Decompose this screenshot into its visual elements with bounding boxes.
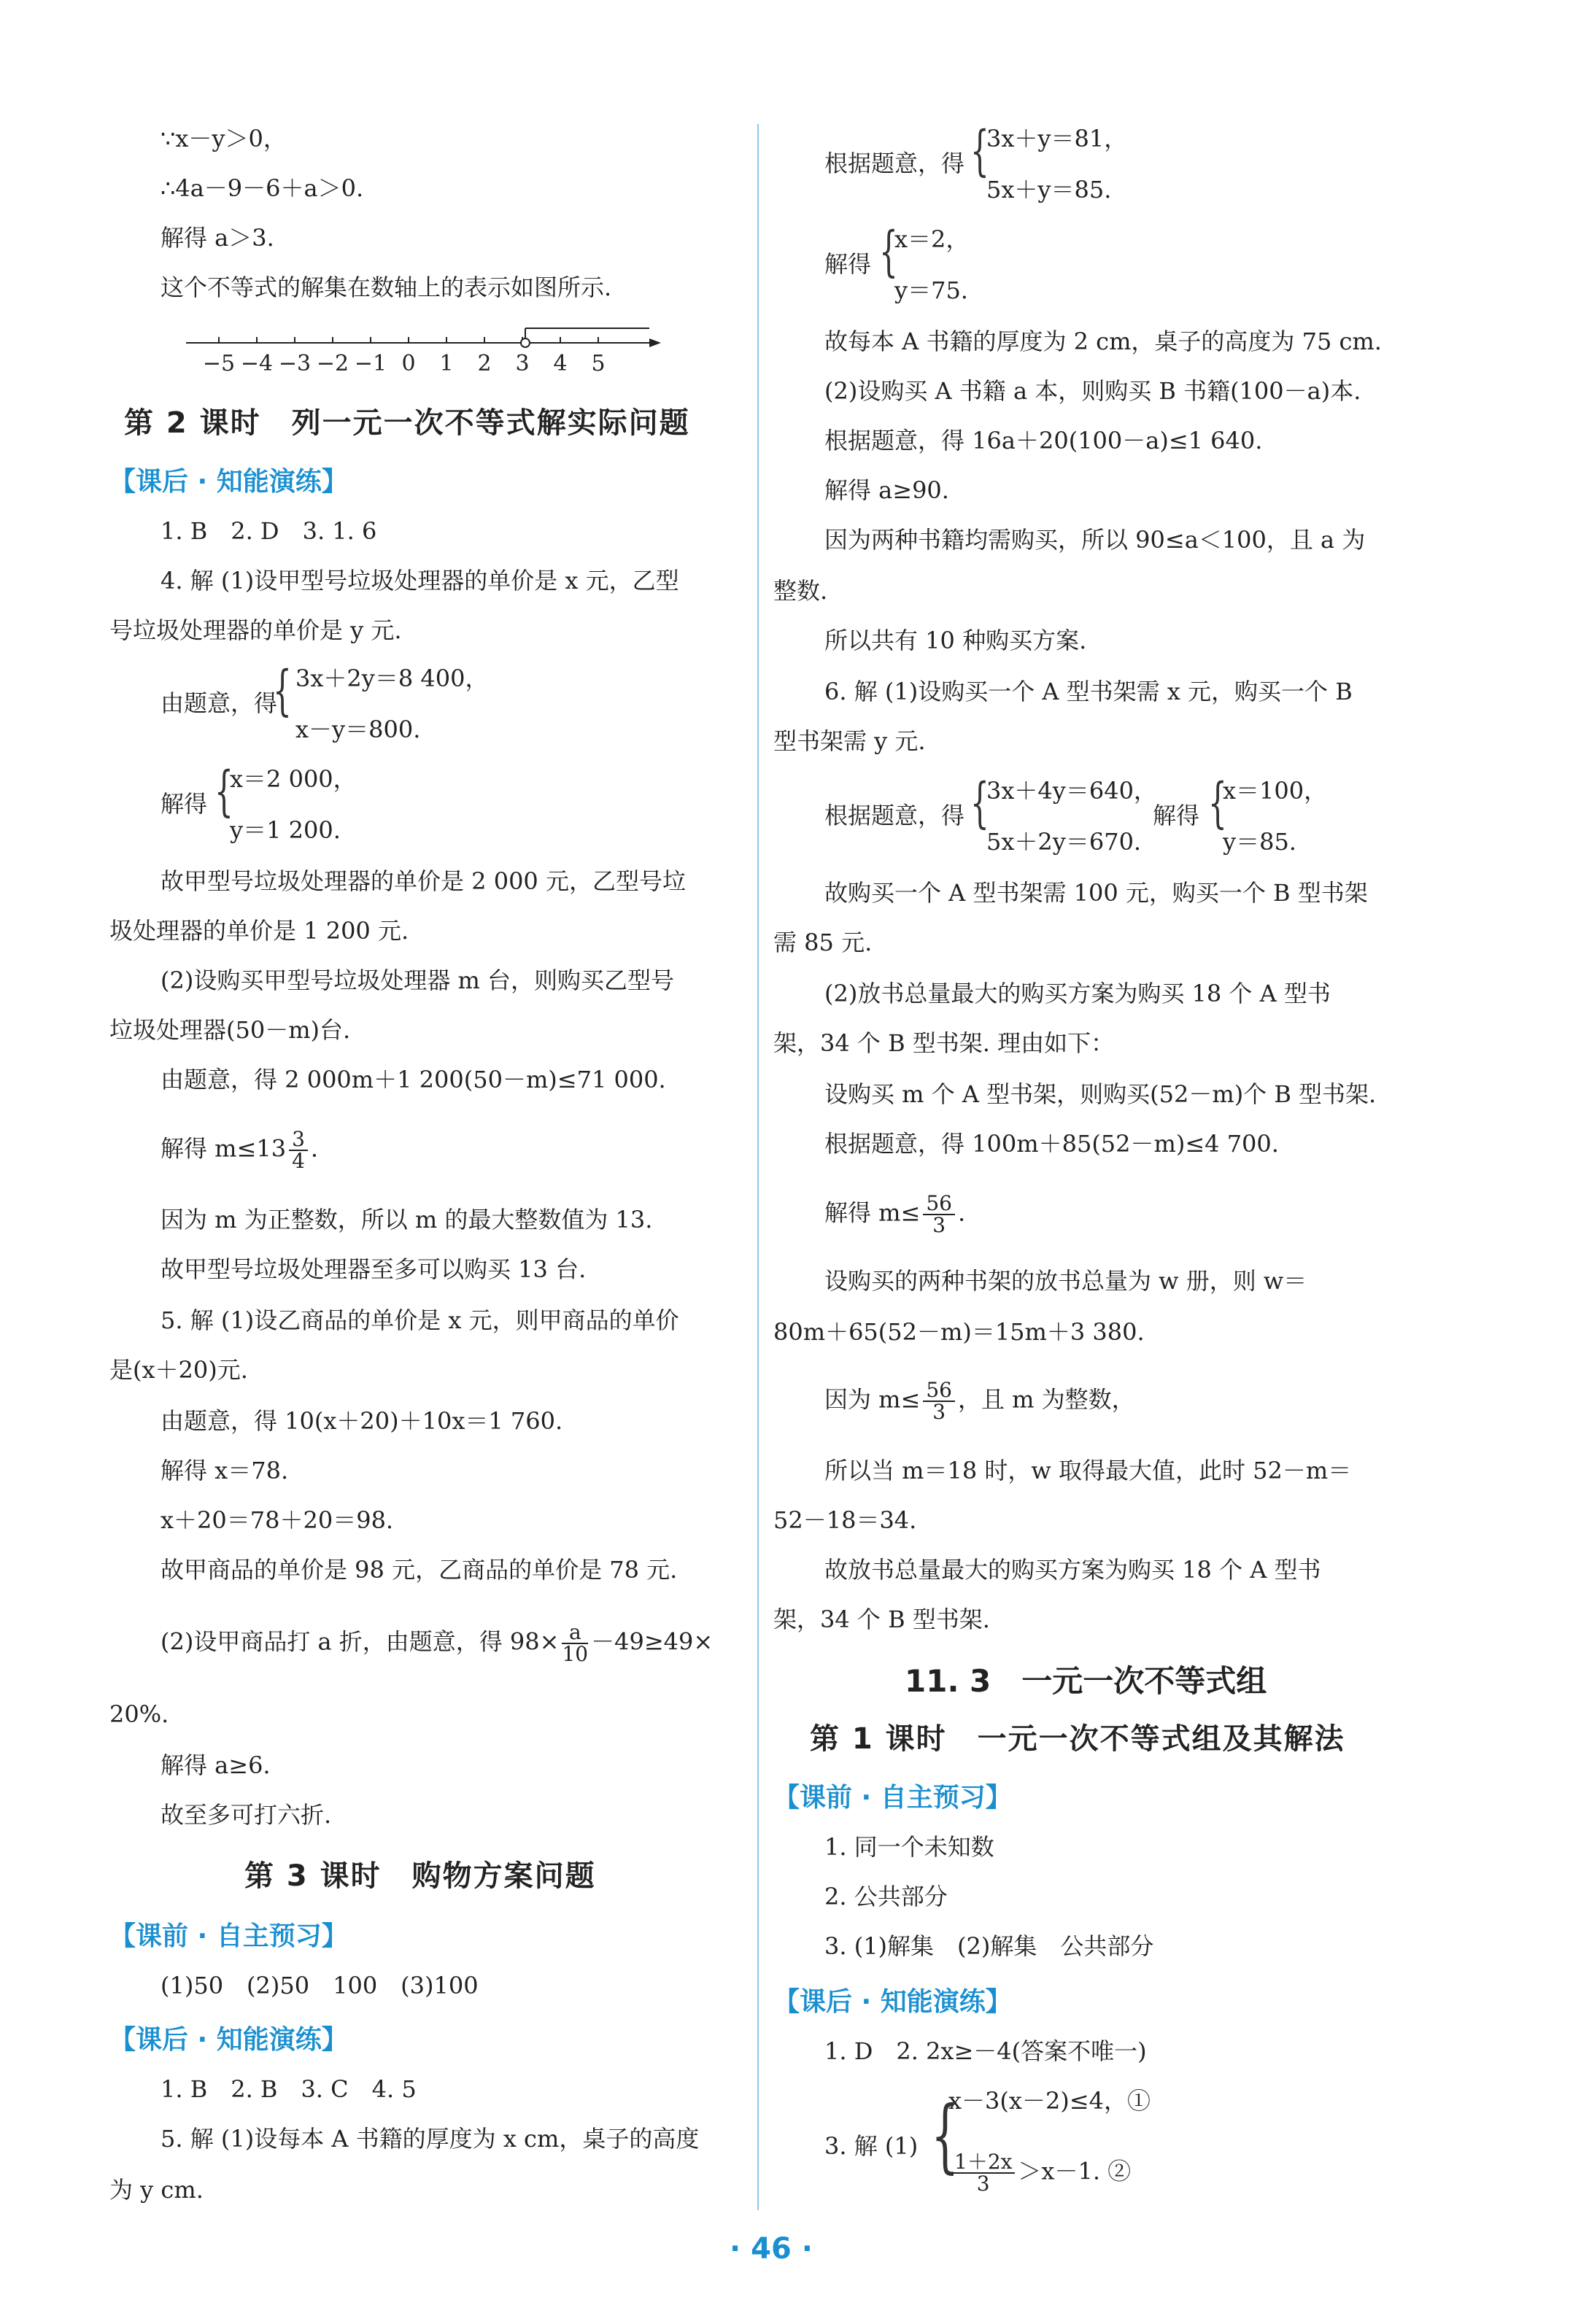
equation: 3x＋y＝81， (986, 125, 1128, 152)
text-line: 为 y cm. (109, 2176, 204, 2204)
numberline-label: 0 (401, 351, 416, 376)
text-fragment: . (310, 1134, 319, 1163)
numberline-label: 4 (553, 351, 568, 376)
text-line: 5. 解 (1)设每本 A 书籍的厚度为 x cm，桌子的高度 (161, 2125, 700, 2153)
text-line: (2)放书总量最大的购买方案为购买 18 个 A 型书 (824, 980, 1331, 1007)
text-fragment: . (957, 1198, 966, 1227)
lesson-heading: 第 3 课时 购物方案问题 (244, 1859, 596, 1893)
text-line: 架，34 个 B 型书架. 理由如下： (773, 1029, 1115, 1057)
text-line (824, 1380, 1135, 1422)
fraction (923, 1193, 955, 1236)
text-line: 设购买的两种书架的放书总量为 w 册，则 w＝ (824, 1267, 1307, 1295)
text-line: 52－18＝34. (773, 1506, 917, 1534)
answer-line: 1. B 2. D 3. 1. 6 (161, 517, 377, 545)
number-line (182, 321, 664, 387)
text-line: 设购买 m 个 A 型书架，则购买(52－m)个 B 型书架. (824, 1080, 1377, 1108)
text-line: (2)设购买 A 书籍 a 本，则购买 B 书籍(100－a)本. (824, 377, 1361, 405)
text-line: 80m＋65(52－m)＝15m＋3 380. (773, 1318, 1145, 1346)
text-line: 解得 x＝78. (161, 1457, 289, 1484)
text-line: 解得 a＞3. (161, 224, 274, 252)
text-line: 架，34 个 B 型书架. (773, 1606, 990, 1633)
text-line: 垃圾处理器(50－m)台. (109, 1016, 351, 1044)
section-tag: 【课后 · 知能演练】 (773, 1987, 1012, 2017)
numberline-label: 3 (515, 351, 530, 376)
text-line: 解得 a≥6. (161, 1751, 271, 1779)
denominator: 10 (562, 1642, 589, 1666)
text-fragment: －49≥49× (591, 1627, 714, 1656)
text-fragment: (2)设甲商品打 a 折，由题意，得 98× (161, 1627, 560, 1656)
fraction (562, 1622, 588, 1665)
numberline-label: −5 (202, 351, 236, 376)
brace-glyph: { (214, 760, 233, 823)
equation: x－3(x－2)≤4，① (948, 2087, 1151, 2115)
equation: 5x＋2y＝670. (986, 828, 1142, 856)
text-line: 所以共有 10 种购买方案. (824, 627, 1087, 654)
brace-glyph: { (970, 772, 989, 834)
text-line: x＋20＝78＋20＝98. (161, 1506, 394, 1534)
text-fragment: 解得 m≤ (824, 1198, 921, 1227)
answer-line: 1. D 2. 2x≥－4(答案不唯一) (824, 2037, 1147, 2065)
equation: 5x＋y＝85. (986, 176, 1112, 204)
brace-glyph: { (931, 2088, 959, 2182)
section-tag: 【课前 · 自主预习】 (773, 1783, 1012, 1813)
lesson-heading: 第 2 课时 列一元一次不等式解实际问题 (124, 406, 690, 440)
text-line: 6. 解 (1)设购买一个 A 型书架需 x 元，购买一个 B (824, 678, 1353, 705)
text-line: 是(x＋20)元. (109, 1356, 248, 1384)
numerator: 3 (289, 1129, 308, 1151)
numberline-label: 1 (439, 351, 454, 376)
text-fragment: 解得 m≤13 (161, 1134, 287, 1163)
text-line: 20%. (109, 1700, 169, 1728)
equation-system-label: 根据题意，得 (824, 802, 965, 829)
numberline-label: 2 (477, 351, 492, 376)
equation: y＝75. (894, 276, 968, 304)
text-line: 因为 m 为正整数，所以 m 的最大整数值为 13. (161, 1206, 653, 1233)
equation-system-label: 由题意，得 (161, 689, 278, 717)
numberline-label: −2 (316, 351, 349, 376)
text-line: 故甲型号垃圾处理器的单价是 2 000 元，乙型号垃 (161, 867, 686, 895)
text-fragment: ，且 m 为整数， (957, 1385, 1135, 1414)
numberline-label: −4 (240, 351, 274, 376)
text-line: 根据题意，得 16a＋20(100－a)≤1 640. (824, 427, 1263, 454)
section-heading: 11. 3 一元一次不等式组 (905, 1663, 1267, 1699)
text-line: 故放书总量最大的购买方案为购买 18 个 A 型书 (824, 1556, 1321, 1584)
text-line: 故甲商品的单价是 98 元，乙商品的单价是 78 元. (161, 1556, 678, 1584)
text-line (161, 1622, 713, 1665)
equation: x＝2 000， (230, 765, 357, 793)
text-line: 故购买一个 A 型书架需 100 元，购买一个 B 型书架 (824, 879, 1368, 907)
text-fragment: ＞x－1. ② (1018, 2157, 1132, 2185)
text-line: 所以当 m＝18 时，w 取得最大值，此时 52－m＝ (824, 1457, 1352, 1484)
numerator: 56 (923, 1193, 955, 1215)
text-line: 这个不等式的解集在数轴上的表示如图所示. (161, 274, 612, 301)
text-line: (2)设购买甲型号垃圾处理器 m 台，则购买乙型号 (161, 967, 675, 994)
answer-line: (1)50 (2)50 100 (3)100 (161, 1972, 479, 1999)
text-line: 3. 解 (1) (824, 2132, 919, 2160)
text-line: 圾处理器的单价是 1 200 元. (109, 917, 409, 945)
text-line: 故甲型号垃圾处理器至多可以购买 13 台. (161, 1255, 587, 1283)
numerator: 1＋2x (951, 2152, 1015, 2174)
section-tag: 【课后 · 知能演练】 (109, 467, 348, 497)
text-line: 4. 解 (1)设甲型号垃圾处理器的单价是 x 元，乙型 (161, 567, 679, 594)
text-line: 解得 a≥90. (824, 476, 949, 504)
equation: 3x＋4y＝640， (986, 777, 1157, 805)
text-line: ∴4a－9－6＋a＞0. (161, 174, 364, 202)
text-line: 5. 解 (1)设乙商品的单价是 x 元，则甲商品的单价 (161, 1306, 679, 1334)
equation: x－y＝800. (295, 716, 421, 743)
fraction (289, 1129, 308, 1171)
numberline-label: −1 (354, 351, 387, 376)
text-line (824, 1193, 965, 1236)
denominator: 3 (932, 1213, 946, 1237)
lesson-heading: 第 1 课时 一元一次不等式组及其解法 (810, 1722, 1345, 1756)
brace-glyph: { (1208, 772, 1227, 834)
text-line: 故每本 A 书籍的厚度为 2 cm，桌子的高度为 75 cm. (824, 328, 1382, 355)
text-line: 根据题意，得 100m＋85(52－m)≤4 700. (824, 1130, 1279, 1158)
answer-line: 3. (1)解集 (2)解集 公共部分 (824, 1932, 1154, 1960)
text-line: 型书架需 y 元. (773, 727, 926, 755)
numberline-label: 5 (591, 351, 606, 376)
page-number: · 46 · (730, 2232, 813, 2266)
section-tag: 【课后 · 知能演练】 (109, 2025, 348, 2055)
text-line: 由题意，得 2 000m＋1 200(50－m)≤71 000. (161, 1066, 666, 1093)
numerator: 56 (923, 1380, 955, 1402)
brace-glyph: { (970, 120, 989, 182)
answer-line: 1. 同一个未知数 (824, 1833, 994, 1861)
equation (948, 2152, 1131, 2194)
text-line: 号垃圾处理器的单价是 y 元. (109, 616, 402, 644)
text-line: 整数. (773, 577, 828, 605)
text-fragment: 因为 m≤ (824, 1385, 921, 1414)
text-line: 因为两种书籍均需购买，所以 90≤a＜100，且 a 为 (824, 526, 1366, 554)
text-line (161, 1129, 318, 1171)
equation: 3x＋2y＝8 400， (295, 665, 489, 692)
answer-line: 2. 公共部分 (824, 1883, 948, 1910)
solution-label: 解得 (161, 790, 208, 818)
equation: y＝85. (1223, 828, 1296, 856)
denominator: 3 (976, 2172, 990, 2196)
text-line: 需 85 元. (773, 929, 873, 956)
text-line: ∵x－y＞0， (161, 125, 287, 152)
answer-line: 1. B 2. B 3. C 4. 5 (161, 2075, 417, 2103)
text-line: 故至多可打六折. (161, 1801, 332, 1829)
denominator: 3 (932, 1400, 946, 1424)
solution-label: 解得 (824, 250, 872, 278)
equation: x＝2， (894, 225, 970, 253)
equation-system-label: 根据题意，得 (824, 150, 965, 177)
numerator: a (562, 1622, 588, 1644)
brace-glyph: { (273, 659, 292, 722)
numberline-label: −3 (278, 351, 312, 376)
brace-glyph: { (879, 220, 898, 283)
section-tag: 【课前 · 自主预习】 (109, 1921, 348, 1951)
equation: x＝100， (1223, 777, 1328, 805)
text-line: 由题意，得 10(x＋20)＋10x＝1 760. (161, 1407, 563, 1435)
fraction (923, 1380, 955, 1422)
equation: y＝1 200. (230, 816, 341, 844)
denominator: 4 (292, 1149, 305, 1173)
column-divider (757, 124, 759, 2210)
solution-label: 解得 (1153, 802, 1200, 829)
fraction (951, 2152, 1015, 2194)
